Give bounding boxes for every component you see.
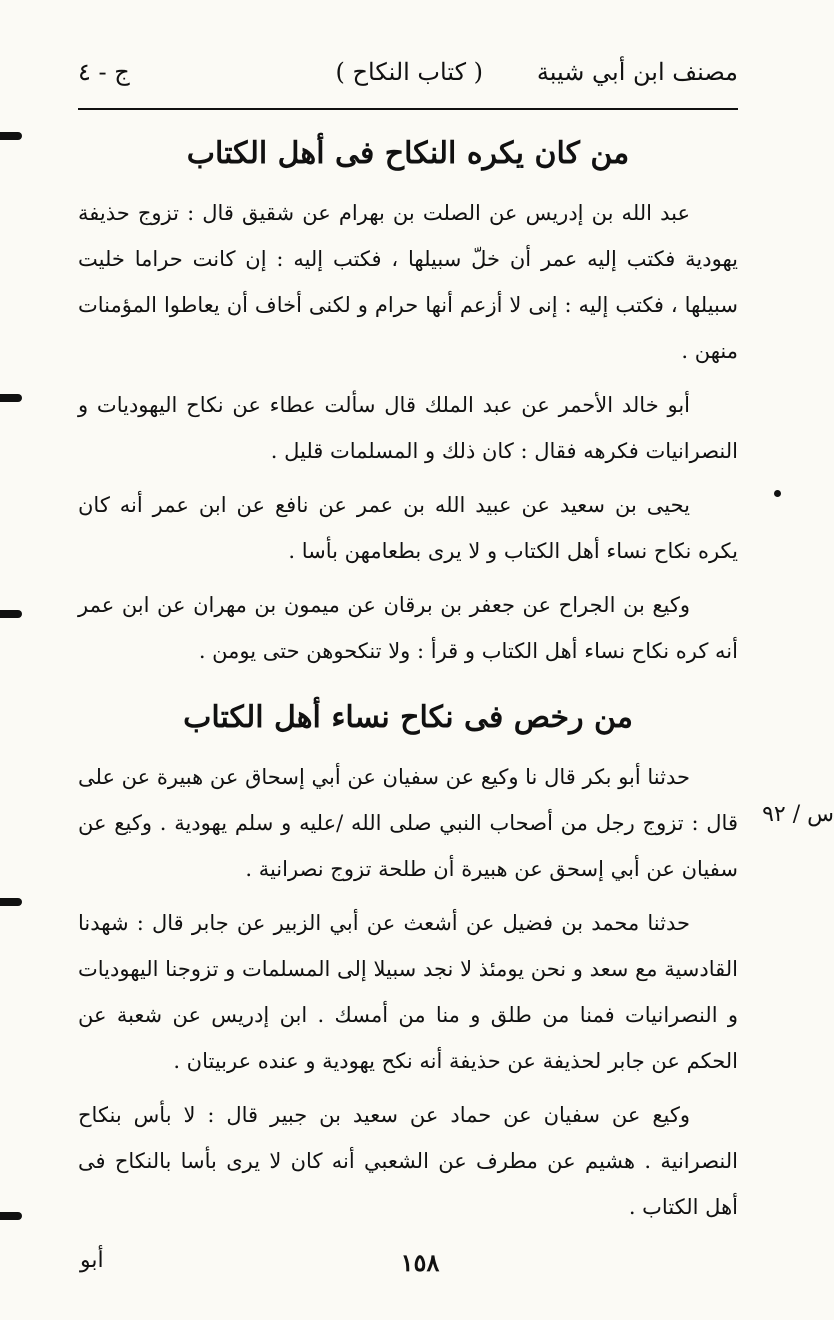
book-title: مصنف ابن أبي شيبة [536,58,738,86]
header-rule [78,108,738,110]
hadith-paragraph: يحيى بن سعيد عن عبيد الله بن عمر عن نافع عن ابن عمر أنه كان يكره نكاح نساء أهل الكتاب و لا يرى بطعامهن بأسا . [78,493,738,563]
section-heading: من كان يكره النكاح فى أهل الكتاب [186,136,630,171]
catchword: أبو [80,1248,104,1273]
manuscript-folio-note: س / ٩٢ [762,802,834,827]
binding-mark [0,898,22,906]
section-heading: من رخص فى نكاح نساء أهل الكتاب [183,700,633,735]
hadith-paragraph: عبد الله بن إدريس عن الصلت بن بهرام عن شقيق قال : تزوج حذيفة يهودية فكتب إليه عمر أن خلّ سبيلها ، فكتب إليه : إن كانت حراما خليت سبيلها ، فكتب إليه : إنى لا أزعم أنها حرام و لكنى أخاف أن يعاطوا المؤمنات منهن . [78,201,738,363]
hadith-paragraph: وكيع عن سفيان عن حماد عن سعيد بن جبير قال : لا بأس بنكاح النصرانية . هشيم عن مطرف عن الشعبي أنه كان لا يرى بأسا بالنكاح فى أهل الكتاب . [78,1103,738,1219]
main-text [78,118,738,1238]
page-number: ١٥٨ [400,1248,440,1277]
hadith-paragraph: حدثنا أبو بكر قال نا وكيع عن سفيان عن أبي إسحاق عن هبيرة عن على قال : تزوج رجل من أصحاب النبي صلى الله /عليه و سلم يهودية . وكيع عن سفيان عن أبي إسحق عن هبيرة أن طلحة تزوج نصرانية . [78,765,738,881]
hadith-paragraph: حدثنا محمد بن فضيل عن أشعث عن أبي الزبير عن جابر قال : شهدنا القادسية مع سعد و نحن يومئذ لا نجد سبيلا إلى المسلمات و تزوجنا اليهوديات و النصرانيات فمنا من طلق و منا من أمسك . ابن إدريس عن شعبة عن الحكم عن جابر لحذيفة عن حذيفة أنه نكح يهودية و عنده عربيتان . [78,911,738,1073]
chapter-title: ( كتاب النكاح ) [335,58,483,86]
margin-dot [774,490,781,497]
binding-mark [0,132,22,140]
hadith-paragraph: أبو خالد الأحمر عن عبد الملك قال سألت عطاء عن نكاح اليهوديات و النصرانيات فكرهه فقال : كان ذلك و المسلمات قليل . [78,393,738,463]
binding-mark [0,1212,22,1220]
binding-mark [0,394,22,402]
volume-number: ج - ٤ [78,58,130,86]
running-header [78,58,738,102]
hadith-paragraph: وكيع بن الجراح عن جعفر بن برقان عن ميمون بن مهران عن ابن عمر أنه كره نكاح نساء أهل الكتاب و قرأ : ولا تنكحوهن حتى يومن . [78,593,738,663]
binding-mark [0,610,22,618]
